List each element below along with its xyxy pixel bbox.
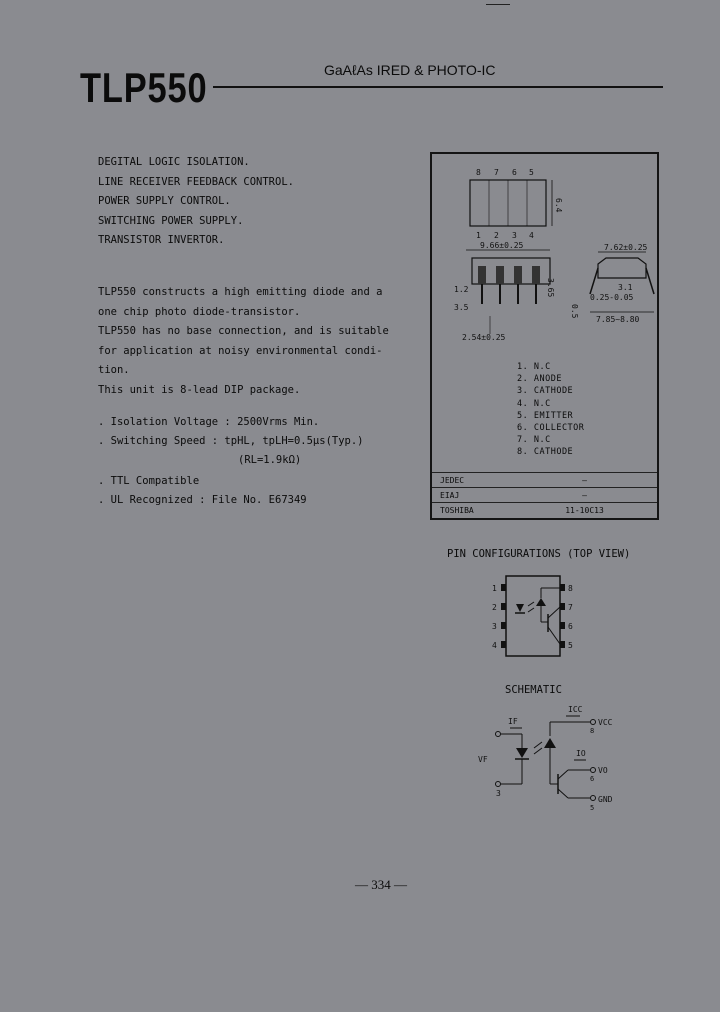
vo-label: VO [598,766,608,775]
pin-function: 2. ANODE [517,374,562,385]
package-side-body [598,258,646,278]
pin-function: 5. EMITTER [517,410,574,421]
feature-item: SWITCHING POWER SUPPLY. [98,214,244,227]
package-outline-panel [430,152,659,520]
description-line: for application at noisy environmental condi- [98,344,383,357]
pin-3-label: 3 [496,789,501,798]
pin-function: 8. CATHODE [517,447,574,458]
pin-8-label: 8 [590,727,595,735]
pin-label-top: 5 [529,168,534,177]
pin-config-title: PIN CONFIGURATIONS (TOP VIEW) [447,548,631,560]
led-symbol [516,604,524,612]
spec-switching: . Switching Speed : tpHL, tpLH=0.5μs(Typ.) [98,435,364,447]
vcc-label: VCC [598,718,613,727]
schematic-photodiode [544,738,556,748]
description-line: TLP550 constructs a high emitting diode and a [98,286,383,298]
table-key: JEDEC [440,475,465,485]
pin-label-top: 6 [512,168,517,177]
description-line: TLP550 has no base connection, and is suitable [98,325,389,337]
feature-item: DEGITAL LOGIC ISOLATION. [98,156,250,168]
standards-table [432,472,657,517]
io-label: IO [576,749,586,758]
feature-item: TRANSISTOR INVERTOR. [98,234,225,246]
svg-text:3: 3 [492,622,497,631]
dim-pitch: 2.54±0.25 [462,333,506,342]
pin-function: 6. COLLECTOR [517,423,585,434]
pin-config-left-pins [492,584,506,650]
description-line: one chip photo diode-transistor. [98,305,301,318]
svg-text:2: 2 [492,603,497,612]
pin-label-top: 7 [494,168,499,177]
pin-label-bottom: 4 [529,231,534,240]
table-row [432,487,657,502]
svg-text:1: 1 [492,584,497,593]
schematic-title: SCHEMATIC [505,684,562,696]
schematic-diagram [470,700,630,820]
feature-item: POWER SUPPLY CONTROL. [98,195,231,207]
photodiode-symbol [536,598,546,606]
if-label: IF [508,717,518,726]
pin-config-right-pins [560,584,573,650]
table-key: EIAJ [440,490,460,500]
dim-0-5: 0.5 [570,304,579,319]
dim-right: 7.62±0.25 [604,243,648,252]
table-value: 11-10C13 [565,505,604,515]
dim-height: 6.4 [554,198,563,213]
description-line: tion. [98,364,130,376]
dim-3-1: 3.1 [618,283,633,292]
description-line: This unit is 8-lead DIP package. [98,383,301,396]
gnd-label: GND [598,795,613,804]
pin-label-bottom: 2 [494,231,499,240]
table-value: — [582,490,587,500]
svg-text:4: 4 [492,641,497,650]
pin-function: 3. CATHODE [517,386,574,397]
dim-width: 9.66±0.25 [480,241,524,250]
svg-text:6: 6 [568,622,573,631]
spec-switching-condition: (RL=1.9kΩ) [238,454,302,466]
feature-list [98,153,294,251]
svg-text:5: 5 [568,641,573,650]
part-number: TLP550 [80,64,208,111]
pin-label-bottom: 1 [476,231,481,240]
table-key: TOSHIBA [440,505,474,515]
spec-ul: . UL Recognized : File No. E67349 [98,494,307,506]
spec-list [98,413,364,510]
dim-1-2: 1.2 [454,285,469,294]
dim-lead: 0.25-0.05 [590,293,634,302]
subtitle: GaAℓAs IRED & PHOTO-IC [324,62,496,78]
pin-function: 7. N.C [517,435,551,446]
pin-function: 4. N.C [517,398,551,409]
icc-label: ICC [568,705,583,714]
header-rule [213,86,663,88]
description [98,283,389,400]
top-mark [486,4,510,5]
pin-5-label: 5 [590,804,595,812]
spec-ttl: . TTL Compatible [98,475,200,487]
feature-item: LINE RECEIVER FEEDBACK CONTROL. [98,175,294,188]
vf-label: VF [478,755,488,764]
svg-text:8: 8 [568,584,573,593]
pin-label-top: 8 [476,168,481,177]
svg-text:7: 7 [568,603,573,612]
table-row [432,472,657,487]
dim-3-5: 3.5 [454,303,469,312]
schematic-led [516,748,528,758]
pin-config-diagram [488,570,578,662]
pin-function-list [517,361,584,459]
dim-side: 3.65 [546,278,555,298]
pin-function: 1. N.C [517,362,551,372]
dim-span: 7.85~8.80 [596,315,640,324]
table-row [432,502,657,517]
spec-isolation: . Isolation Voltage : 2500Vrms Min. [98,416,320,428]
top-view-pin-labels [476,168,534,240]
pin-label-bottom: 3 [512,231,517,240]
pin-6-label: 6 [590,775,595,783]
table-value: — [582,475,587,485]
page-number: — 334 — [355,877,407,892]
